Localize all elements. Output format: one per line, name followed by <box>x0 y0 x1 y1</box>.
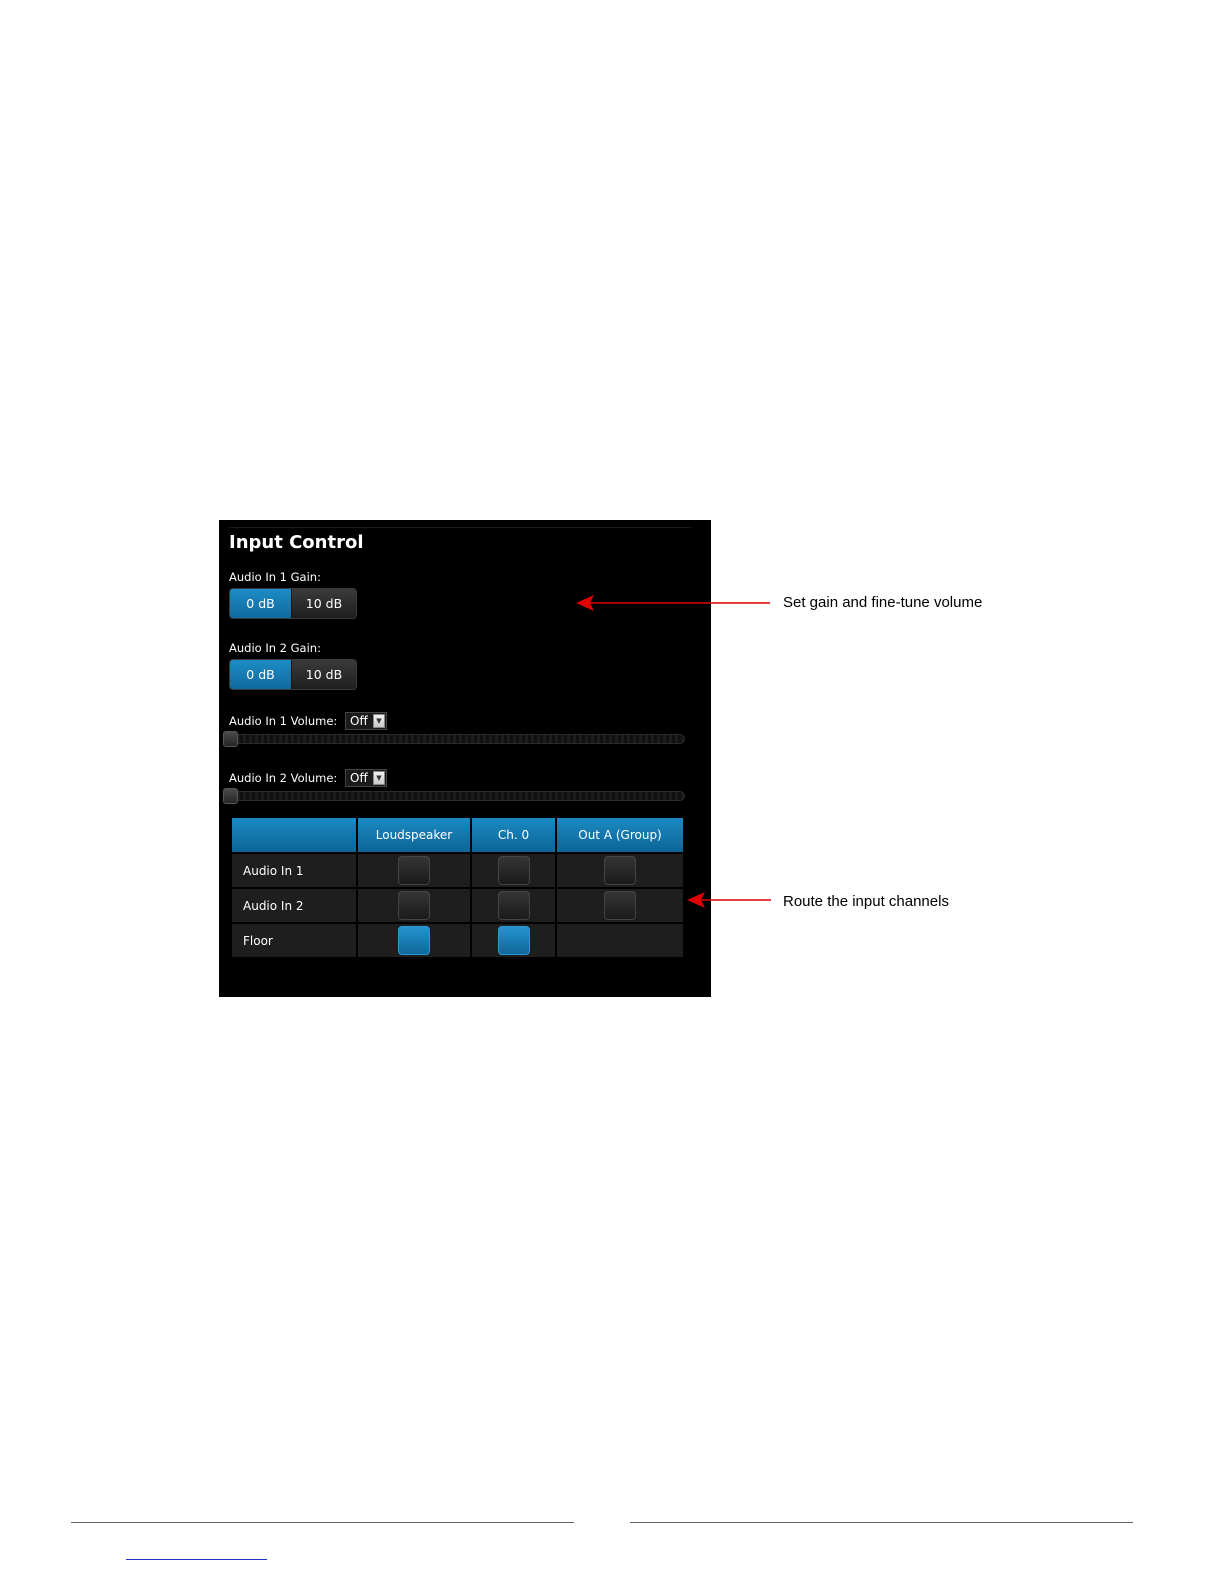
route-floor-loudspeaker-toggle[interactable] <box>398 926 430 955</box>
audio-in-2-volume-slider[interactable] <box>227 791 685 801</box>
routing-header-row <box>232 818 683 852</box>
audio-in-2-gain-10db-button[interactable]: 10 dB <box>291 660 356 689</box>
routing-row-audio-in-1 <box>232 854 683 887</box>
routing-cell-empty <box>557 924 683 957</box>
audio-in-2-gain-label: Audio In 2 Gain: <box>229 641 321 655</box>
routing-header-ch0: Ch. 0 <box>472 818 555 852</box>
routing-header-corner <box>232 818 356 852</box>
audio-in-1-volume-value: Off <box>350 714 368 728</box>
chevron-down-icon: ▼ <box>373 714 385 728</box>
routing-cell <box>358 924 470 957</box>
routing-row-audio-in-2 <box>232 889 683 922</box>
route-audio-in-1-out-a-toggle[interactable] <box>604 856 636 885</box>
panel-divider <box>229 527 691 528</box>
routing-header-loudspeaker: Loudspeaker <box>358 818 470 852</box>
routing-annotation-text: Route the input channels <box>783 893 949 910</box>
routing-annotation-arrow <box>685 889 775 911</box>
routing-cell <box>472 854 555 887</box>
routing-cell <box>358 854 470 887</box>
audio-in-2-gain-toggle <box>229 659 357 690</box>
routing-row-label: Audio In 1 <box>232 854 356 887</box>
route-audio-in-1-ch0-toggle[interactable] <box>498 856 530 885</box>
audio-in-1-volume-label: Audio In 1 Volume: <box>229 714 338 728</box>
audio-in-1-gain-0db-button[interactable]: 0 dB <box>230 589 291 618</box>
routing-header-out-a-group: Out A (Group) <box>557 818 683 852</box>
gain-annotation-arrow <box>574 592 774 614</box>
route-floor-ch0-toggle[interactable] <box>498 926 530 955</box>
audio-in-2-volume-select[interactable] <box>345 769 387 787</box>
audio-in-2-gain-0db-button[interactable]: 0 dB <box>230 660 291 689</box>
routing-row-label: Audio In 2 <box>232 889 356 922</box>
route-audio-in-2-out-a-toggle[interactable] <box>604 891 636 920</box>
routing-row-floor <box>232 924 683 957</box>
footer-rule-right <box>630 1522 1133 1523</box>
audio-in-1-volume-select[interactable] <box>345 712 387 730</box>
audio-in-1-gain-label: Audio In 1 Gain: <box>229 570 321 584</box>
audio-in-1-gain-toggle <box>229 588 357 619</box>
panel-title: Input Control <box>229 532 364 553</box>
routing-table <box>230 816 685 959</box>
footer-link-underline[interactable] <box>126 1559 267 1560</box>
routing-cell <box>358 889 470 922</box>
footer-rule-left <box>71 1522 574 1523</box>
routing-cell <box>557 854 683 887</box>
gain-annotation-text: Set gain and fine-tune volume <box>783 594 983 611</box>
route-audio-in-2-ch0-toggle[interactable] <box>498 891 530 920</box>
audio-in-1-volume-slider-handle[interactable] <box>223 731 238 747</box>
route-audio-in-1-loudspeaker-toggle[interactable] <box>398 856 430 885</box>
routing-cell <box>557 889 683 922</box>
audio-in-1-gain-10db-button[interactable]: 10 dB <box>291 589 356 618</box>
routing-cell <box>472 924 555 957</box>
audio-in-2-volume-value: Off <box>350 771 368 785</box>
routing-row-label: Floor <box>232 924 356 957</box>
audio-in-2-volume-slider-handle[interactable] <box>223 788 238 804</box>
chevron-down-icon: ▼ <box>373 771 385 785</box>
audio-in-2-volume-label: Audio In 2 Volume: <box>229 771 338 785</box>
route-audio-in-2-loudspeaker-toggle[interactable] <box>398 891 430 920</box>
routing-cell <box>472 889 555 922</box>
audio-in-1-volume-slider[interactable] <box>227 734 685 744</box>
